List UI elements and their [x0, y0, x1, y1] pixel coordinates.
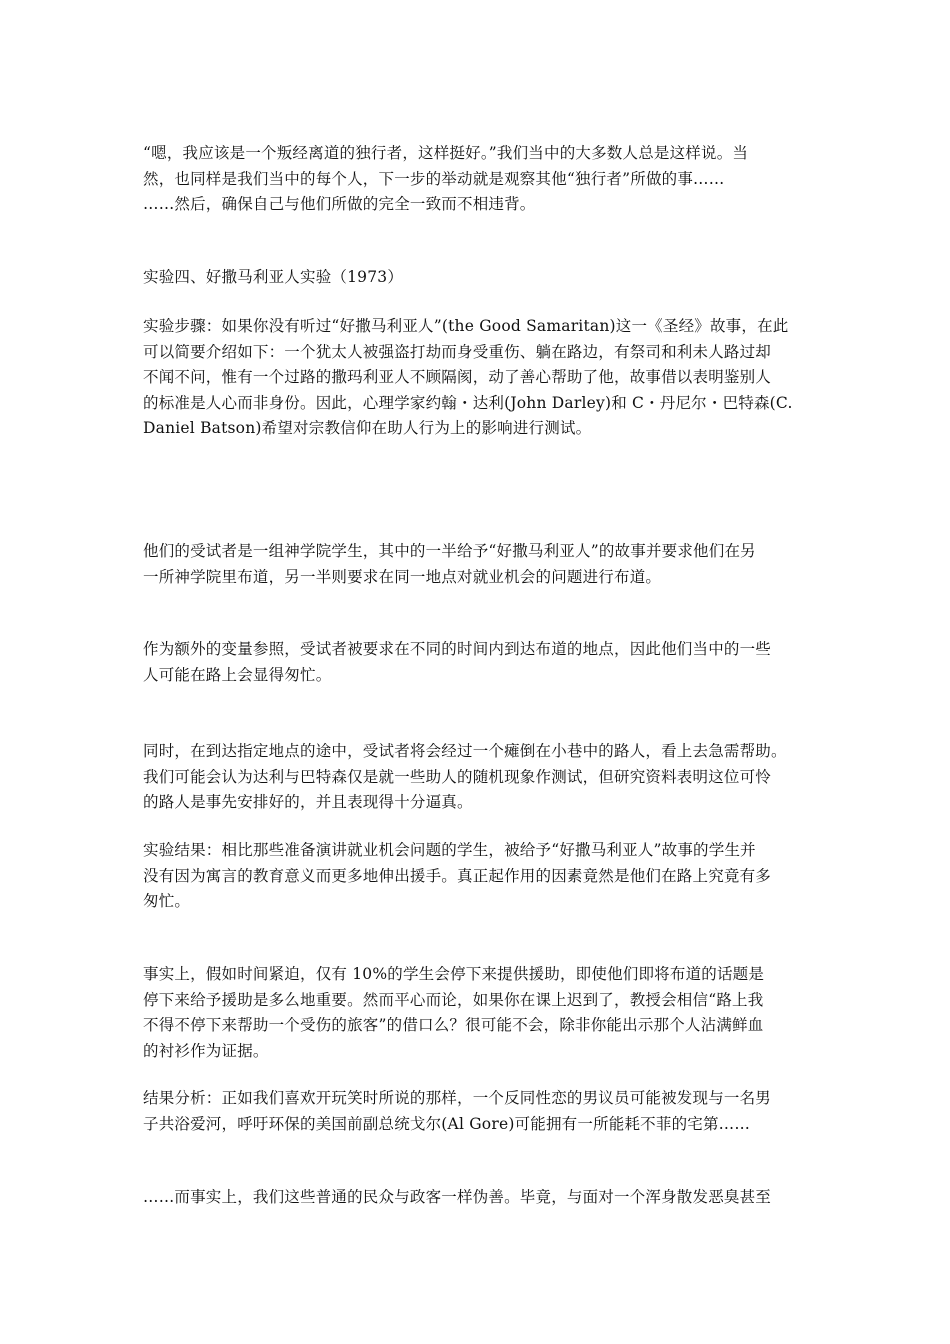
text-line: 实验步骤：如果你没有听过“好撒马利亚人”(the Good Samaritan)这一《圣经》故事，在此 — [143, 317, 789, 335]
text-line: 他们的受试者是一组神学院学生，其中的一半给予“好撒马利亚人”的故事并要求他们在另 — [143, 542, 756, 560]
section-heading — [143, 265, 815, 291]
paragraph-results — [143, 838, 815, 915]
text-line: 然，也同样是我们当中的每个人，下一步的举动就是观察其他“独行者”所做的事…… — [143, 169, 725, 188]
paragraph-procedure — [143, 314, 815, 442]
text-line: 的衬衫作为证据。 — [143, 1041, 269, 1060]
text-line: Daniel Batson)希望对宗教信仰在助人行为上的影响进行测试。 — [143, 419, 592, 437]
text-line: 匆忙。 — [143, 892, 191, 910]
text-line: 可以简要介绍如下：一个犹太人被强盗打劫而身受重伤、躺在路边，有祭司和利未人路过却 — [143, 342, 772, 361]
heading-text: 实验四、好撒马利亚人实验（1973） — [143, 268, 404, 286]
text-line: 的标准是人心而非身份。因此，心理学家约翰・达利(John Darley)和 C・丹尼尔・巴特森(C. — [143, 393, 793, 412]
paragraph-fact — [143, 962, 815, 1064]
text-line: 作为额外的变量参照，受试者被要求在不同的时间内到达布道的地点，因此他们当中的一些 — [143, 640, 772, 658]
text-line: 不得不停下来帮助一个受伤的旅客”的借口么？很可能不会，除非你能出示那个人沾满鲜血 — [143, 1016, 764, 1034]
text-line: 没有因为寓言的教育意义而更多地伸出援手。真正起作用的因素竟然是他们在路上究竟有多 — [143, 866, 772, 885]
text-line: 事实上，假如时间紧迫，仅有 10%的学生会停下来提供援助，即使他们即将布道的话题是 — [143, 965, 765, 983]
text-line: 实验结果：相比那些准备演讲就业机会问题的学生，被给予“好撒马利亚人”故事的学生并 — [143, 841, 756, 859]
text-line: ……而事实上，我们这些普通的民众与政客一样伪善。毕竟，与面对一个浑身散发恶臭甚至 — [143, 1188, 772, 1206]
paragraph-subjects — [143, 539, 815, 590]
paragraph-setup — [143, 739, 815, 816]
text-line: 子共浴爱河，呼吁环保的美国前副总统戈尔(Al Gore)可能拥有一所能耗不菲的宅第…… — [143, 1114, 751, 1133]
paragraph-analysis — [143, 1086, 815, 1137]
text-line: 人可能在路上会显得匆忙。 — [143, 665, 332, 684]
text-line: 停下来给予援助是多么地重要。然而平心而论，如果你在课上迟到了，教授会相信“路上我 — [143, 990, 764, 1009]
text-line: “嗯，我应该是一个叛经离道的独行者，这样挺好。”我们当中的大多数人总是这样说。当 — [143, 144, 749, 162]
paragraph-intro — [143, 141, 815, 218]
text-line: 同时，在到达指定地点的途中，受试者将会经过一个瘫倒在小巷中的路人，看上去急需帮助。 — [143, 742, 787, 760]
text-line: ……然后，确保自己与他们所做的完全一致而不相违背。 — [143, 195, 536, 213]
text-line: 不闻不问，惟有一个过路的撒玛利亚人不顾隔阂，动了善心帮助了他，故事借以表明鉴别人 — [143, 368, 772, 386]
paragraph-continuation — [143, 1185, 815, 1211]
text-line: 结果分析：正如我们喜欢开玩笑时所说的那样，一个反同性恋的男议员可能被发现与一名男 — [143, 1089, 772, 1107]
text-line: 我们可能会认为达利与巴特森仅是就一些助人的随机现象作测试，但研究资料表明这位可怜 — [143, 767, 772, 786]
text-line: 的路人是事先安排好的，并且表现得十分逼真。 — [143, 793, 473, 811]
paragraph-variable — [143, 637, 815, 688]
text-line: 一所神学院里布道，另一半则要求在同一地点对就业机会的问题进行布道。 — [143, 567, 662, 586]
